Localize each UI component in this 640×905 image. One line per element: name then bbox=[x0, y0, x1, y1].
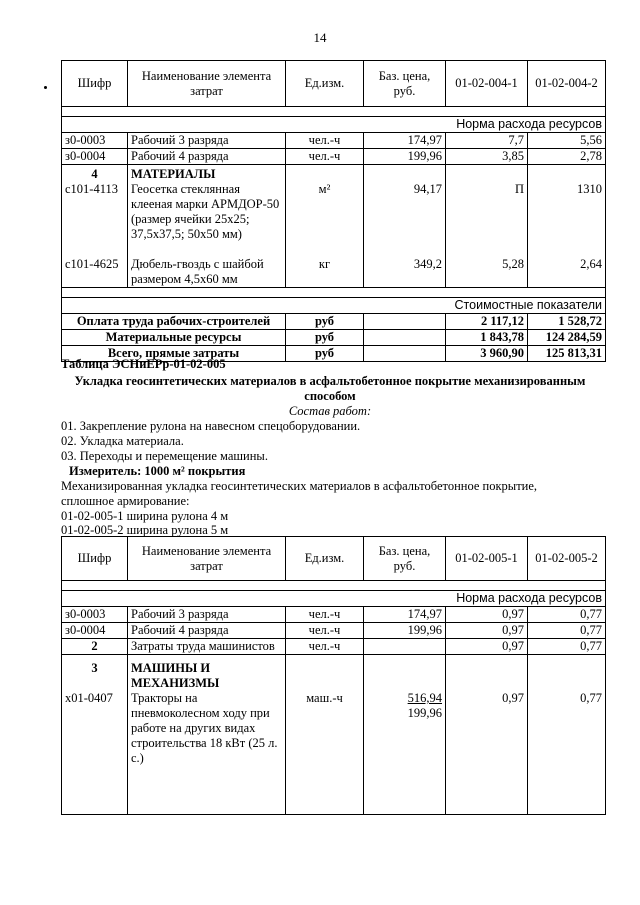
table-header-row bbox=[62, 61, 606, 107]
norma-row bbox=[62, 117, 606, 133]
spacer-row bbox=[62, 288, 606, 298]
material-name-line: клееная марки АРМДОР-50 bbox=[131, 197, 280, 211]
row-v2: 0,77 bbox=[528, 607, 606, 623]
total-v1: 3 960,90 bbox=[446, 346, 528, 362]
row-code: з0-0004 bbox=[62, 149, 128, 165]
row-name: Рабочий 3 разряда bbox=[128, 133, 286, 149]
header-price: Баз. цена, руб. bbox=[364, 537, 446, 581]
header-unit: Ед.изм. bbox=[286, 537, 364, 581]
material-code: с101-4625 bbox=[65, 257, 119, 271]
material-name-line: Геосетка стеклянная bbox=[131, 182, 240, 196]
material-name-line: (размер ячейки 25х25; bbox=[131, 212, 250, 226]
row-v1: 0,97 bbox=[446, 639, 528, 655]
meter-label: Измеритель: 1000 м² покрытия bbox=[69, 464, 246, 478]
table-row bbox=[62, 149, 606, 165]
description: Механизированная укладка геосинтетических материалов в асфальтобетонное покрытие, bbox=[61, 479, 538, 493]
work-step: 02. Укладка материала. bbox=[61, 434, 184, 448]
total-v2: 1 528,72 bbox=[528, 314, 606, 330]
machine-name-line: работе на других видах bbox=[131, 721, 256, 735]
material-unit: кг bbox=[318, 257, 331, 271]
material-name-line: Дюбель-гвоздь с шайбой bbox=[131, 257, 264, 271]
row-code: з0-0003 bbox=[62, 607, 128, 623]
header-name: Наименование элемента затрат bbox=[128, 537, 286, 581]
row-name: Затраты труда машинистов bbox=[128, 639, 286, 655]
totals-row bbox=[62, 314, 606, 330]
material-price: 94,17 bbox=[413, 182, 442, 196]
resource-table-005 bbox=[61, 536, 606, 815]
row-v1: 7,7 bbox=[446, 133, 528, 149]
section-heading: Укладка геосинтетических материалов в асфальтобетонное покрытие механизированным bbox=[74, 374, 586, 388]
row-code: 2 bbox=[62, 639, 128, 655]
machine-v2: 0,77 bbox=[580, 691, 602, 705]
material-v1: 5,28 bbox=[502, 257, 524, 271]
row-price: 174,97 bbox=[364, 607, 446, 623]
table-row bbox=[62, 133, 606, 149]
machine-unit: маш.-ч bbox=[306, 691, 343, 705]
total-name: Оплата труда рабочих-строителей bbox=[62, 314, 286, 330]
header-variant-2: 01-02-005-2 bbox=[528, 537, 606, 581]
machine-name-line: Тракторы на bbox=[131, 691, 198, 705]
row-price: 199,96 bbox=[364, 149, 446, 165]
norma-row bbox=[62, 591, 606, 607]
machine-code: х01-0407 bbox=[65, 691, 113, 705]
row-v1: 0,97 bbox=[446, 623, 528, 639]
material-name-line: 37,5х37,5; 50х50 мм) bbox=[131, 227, 242, 241]
row-price: 199,96 bbox=[364, 623, 446, 639]
header-code: Шифр bbox=[62, 537, 128, 581]
row-price: 174,97 bbox=[364, 133, 446, 149]
row-unit: чел.-ч bbox=[286, 623, 364, 639]
section-code: 4 bbox=[91, 167, 98, 181]
section-name: МАТЕРИАЛЫ bbox=[131, 167, 216, 181]
section-heading: способом bbox=[304, 389, 356, 403]
materials-row bbox=[62, 165, 606, 288]
total-v1: 2 117,12 bbox=[446, 314, 528, 330]
material-unit: м² bbox=[318, 182, 331, 196]
total-v2: 124 284,59 bbox=[528, 330, 606, 346]
total-name: Всего, прямые затраты bbox=[62, 346, 286, 362]
section-name-line: МАШИНЫ И bbox=[131, 661, 211, 675]
variant-line: 01-02-005-1 ширина рулона 4 м bbox=[61, 509, 229, 523]
row-unit: чел.-ч bbox=[286, 607, 364, 623]
total-v1: 1 843,78 bbox=[446, 330, 528, 346]
table-row bbox=[62, 607, 606, 623]
total-name: Материальные ресурсы bbox=[62, 330, 286, 346]
row-v2: 0,77 bbox=[528, 623, 606, 639]
variant-line: 01-02-005-2 ширина рулона 5 м bbox=[61, 523, 229, 537]
material-price: 349,2 bbox=[413, 257, 442, 271]
header-price: Баз. цена, руб. bbox=[364, 61, 446, 107]
machine-price-1: 516,94 bbox=[407, 691, 442, 705]
table-title: Таблица ЭСНиЕРр-01-02-005 bbox=[61, 357, 226, 371]
spacer-row bbox=[62, 107, 606, 117]
cost-row bbox=[62, 298, 606, 314]
resource-table-004 bbox=[61, 60, 606, 362]
total-unit: руб bbox=[286, 314, 364, 330]
row-v2: 5,56 bbox=[528, 133, 606, 149]
material-name-line: размером 4,5х60 мм bbox=[131, 272, 238, 286]
row-v2: 2,78 bbox=[528, 149, 606, 165]
machine-name-line: строительства 18 кВт (25 л. bbox=[131, 736, 278, 750]
row-name: Рабочий 4 разряда bbox=[128, 623, 286, 639]
header-variant-2: 01-02-004-2 bbox=[528, 61, 606, 107]
row-unit: чел.-ч bbox=[286, 149, 364, 165]
table-row bbox=[62, 623, 606, 639]
material-v2: 1310 bbox=[577, 182, 602, 196]
table-header-row bbox=[62, 537, 606, 581]
row-name: Рабочий 3 разряда bbox=[128, 607, 286, 623]
row-v1: 3,85 bbox=[446, 149, 528, 165]
table-row bbox=[62, 639, 606, 655]
description: сплошное армирование: bbox=[61, 494, 190, 508]
header-variant-1: 01-02-004-1 bbox=[446, 61, 528, 107]
section-name-line: МЕХАНИЗМЫ bbox=[131, 676, 220, 690]
machine-price-2: 199,96 bbox=[407, 706, 442, 720]
spacer-row bbox=[62, 581, 606, 591]
row-price bbox=[364, 639, 446, 655]
cost-label: Стоимостные показатели bbox=[62, 298, 606, 314]
total-unit: руб bbox=[286, 330, 364, 346]
row-v2: 0,77 bbox=[528, 639, 606, 655]
totals-row bbox=[62, 330, 606, 346]
material-v1: П bbox=[514, 182, 524, 196]
total-v2: 125 813,31 bbox=[528, 346, 606, 362]
row-code: з0-0004 bbox=[62, 623, 128, 639]
header-unit: Ед.изм. bbox=[286, 61, 364, 107]
material-v2: 2,64 bbox=[580, 257, 602, 271]
header-code: Шифр bbox=[62, 61, 128, 107]
row-code: з0-0003 bbox=[62, 133, 128, 149]
machine-name-line: пневмоколесном ходу при bbox=[131, 706, 270, 720]
machine-name-line: с.) bbox=[131, 751, 144, 765]
machine-v1: 0,97 bbox=[502, 691, 524, 705]
machines-row bbox=[62, 655, 606, 815]
work-step: 03. Переходы и перемещение машины. bbox=[61, 449, 268, 463]
margin-dot bbox=[44, 86, 47, 89]
section-code: 3 bbox=[91, 661, 98, 675]
total-unit: руб bbox=[286, 346, 364, 362]
composition-label: Состав работ: bbox=[288, 404, 372, 418]
norma-label: Норма расхода ресурсов bbox=[62, 591, 606, 607]
row-name: Рабочий 4 разряда bbox=[128, 149, 286, 165]
work-step: 01. Закрепление рулона на навесном спецоборудовании. bbox=[61, 419, 361, 433]
page-number: 14 bbox=[313, 30, 327, 45]
norma-label: Норма расхода ресурсов bbox=[62, 117, 606, 133]
header-name: Наименование элемента затрат bbox=[128, 61, 286, 107]
material-code: с101-4113 bbox=[65, 182, 118, 196]
row-unit: чел.-ч bbox=[286, 133, 364, 149]
row-v1: 0,97 bbox=[446, 607, 528, 623]
row-unit: чел.-ч bbox=[286, 639, 364, 655]
header-variant-1: 01-02-005-1 bbox=[446, 537, 528, 581]
